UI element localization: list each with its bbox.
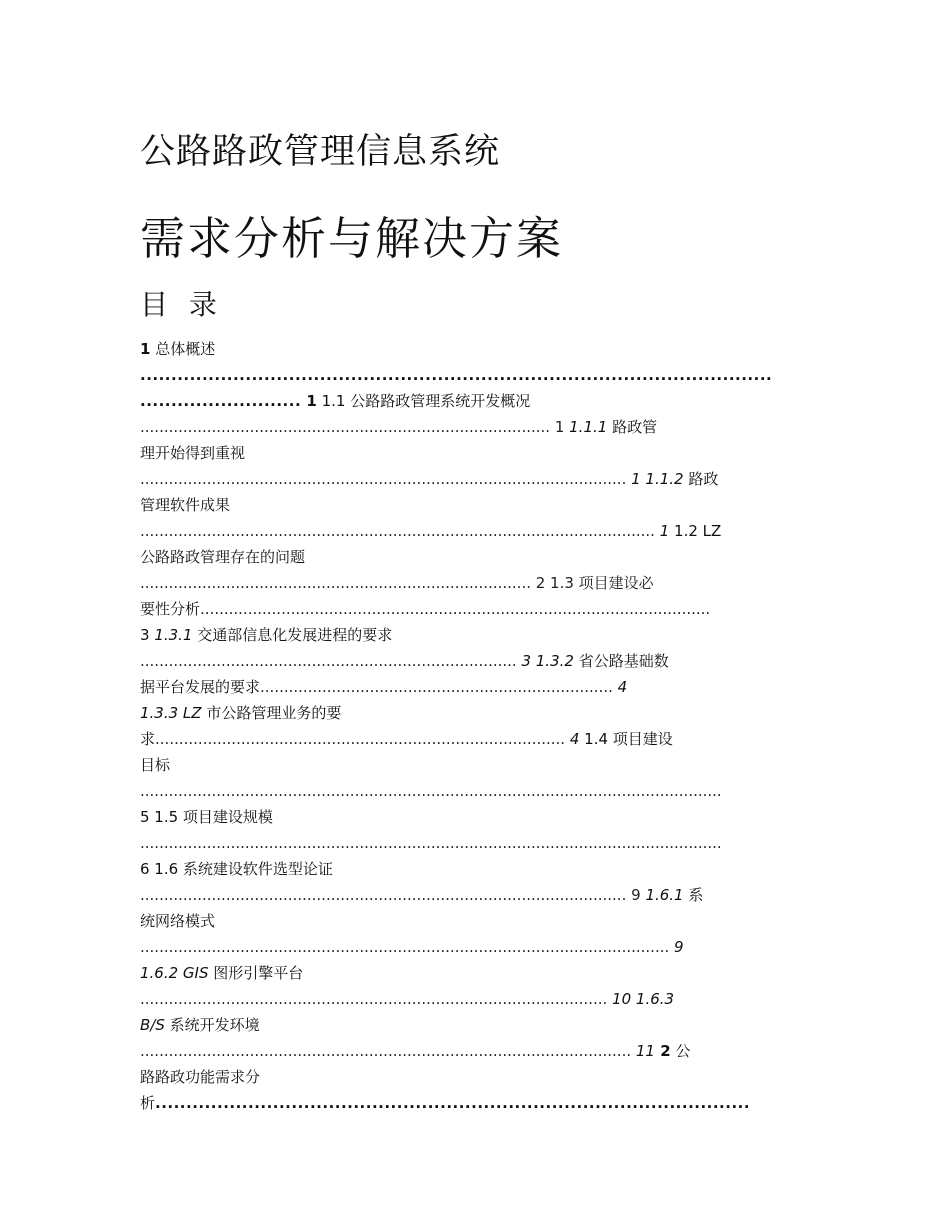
toc-text: 1.3.1 [154, 626, 193, 644]
toc-text: 系 [683, 886, 704, 904]
toc-line[interactable] [140, 804, 810, 830]
toc-text: 3 [140, 626, 155, 644]
toc-text: 5 1.5 项目建设规模 [140, 808, 273, 826]
toc-text: 1 [654, 522, 670, 540]
toc-line[interactable] [140, 778, 810, 804]
toc-text: 9 [669, 938, 684, 956]
toc-text: 目标 [140, 756, 171, 774]
toc-line[interactable] [140, 1064, 810, 1090]
toc-line[interactable] [140, 336, 810, 362]
toc-text: ...................................................................................... [155, 730, 566, 748]
toc-text: ...................................................................................................... 9 [140, 886, 646, 904]
toc-line[interactable] [140, 648, 810, 674]
toc-text: 10 1.6.3 [607, 990, 675, 1008]
toc-text: 总体概述 [150, 340, 216, 358]
toc-text: 6 1.6 系统建设软件选型论证 [140, 860, 333, 878]
toc-text: B/S [140, 1016, 165, 1034]
toc-text: 公 [670, 1042, 691, 1060]
toc-line[interactable] [140, 882, 810, 908]
toc-line[interactable] [140, 388, 810, 414]
toc-heading: 目 录 [140, 288, 223, 321]
toc-text: .......................................................................................................................... [140, 834, 722, 852]
toc-text: 路路政功能需求分 [140, 1068, 261, 1086]
toc-text: ...................................................................................................... [140, 470, 627, 488]
toc-text: 公路路政管理存在的问题 [140, 548, 306, 566]
toc-text: 1 [140, 340, 151, 358]
toc-text: 1.1.1 [569, 418, 608, 436]
toc-text: .......................... [140, 392, 302, 410]
toc-text: 1.2 LZ [669, 522, 722, 540]
document-subtitle: 需求分析与解决方案 [140, 212, 564, 265]
toc-line[interactable] [140, 544, 810, 570]
toc-text: ...................................................................................................... [140, 366, 773, 384]
toc-line[interactable] [140, 466, 810, 492]
document-title: 公路路政管理信息系统 [140, 132, 501, 172]
toc-text: 图形引擎平台 [208, 964, 304, 982]
toc-line[interactable] [140, 726, 810, 752]
toc-line[interactable] [140, 492, 810, 518]
toc-line[interactable] [140, 908, 810, 934]
toc-line[interactable] [140, 1038, 810, 1064]
toc-text: 市公路管理业务的要 [201, 704, 342, 722]
toc-text: .................................................................................................. [140, 990, 608, 1008]
toc-text: 理开始得到重视 [140, 444, 246, 462]
toc-text: ............................................................................... [140, 652, 517, 670]
toc-line[interactable] [140, 700, 810, 726]
toc-line[interactable] [140, 414, 810, 440]
toc-line[interactable] [140, 752, 810, 778]
toc-text: .................................................................................. 2 1.3 项目建设必 [140, 574, 654, 592]
toc-text: 1.6.1 [645, 886, 684, 904]
toc-text: 统网络模式 [140, 912, 216, 930]
toc-text: 交通部信息化发展进程的要求 [192, 626, 393, 644]
toc-line[interactable] [140, 440, 810, 466]
toc-text: 路政管 [607, 418, 658, 436]
toc-text: ...................................................................................... 1 [140, 418, 570, 436]
toc-text: 11 [631, 1042, 655, 1060]
toc-text: ................................................................................................ [155, 1094, 751, 1112]
toc-line[interactable] [140, 570, 810, 596]
toc-text: 要性分析 [140, 600, 201, 618]
toc-text: 1 1.1.2 [626, 470, 684, 488]
toc-text: .......................................................................................................................... [140, 782, 722, 800]
toc-text: 1.1 公路路政管理系统开发概况 [316, 392, 531, 410]
toc-line[interactable] [140, 518, 810, 544]
toc-text: ............................................................................................................ [140, 522, 655, 540]
toc-text: ............................................................................................................... [140, 938, 670, 956]
toc-text: 析 [140, 1094, 156, 1112]
toc-text: 求 [140, 730, 156, 748]
toc-line[interactable] [140, 622, 810, 648]
toc-text: 1.6.2 GIS [140, 964, 209, 982]
toc-text: 1 [301, 392, 317, 410]
toc-text: .......................................................................... [260, 678, 613, 696]
toc-text: 4 [565, 730, 580, 748]
toc-text: 4 [612, 678, 628, 696]
toc-line[interactable] [140, 1012, 810, 1038]
toc-line[interactable] [140, 674, 810, 700]
table-of-contents [140, 336, 810, 1116]
toc-text: ....................................................................................................... [140, 1042, 632, 1060]
toc-text: 2 [654, 1042, 671, 1060]
toc-text: 管理软件成果 [140, 496, 231, 514]
toc-text: 1.3.3 LZ [140, 704, 202, 722]
toc-line[interactable] [140, 960, 810, 986]
toc-text: ........................................................................................................... [200, 600, 711, 618]
toc-text: 系统开发环境 [164, 1016, 260, 1034]
toc-line[interactable] [140, 986, 810, 1012]
toc-line[interactable] [140, 934, 810, 960]
toc-line[interactable] [140, 830, 810, 856]
toc-line[interactable] [140, 1090, 810, 1116]
toc-text: 3 1.3.2 [516, 652, 574, 670]
toc-text: 1.4 项目建设 [579, 730, 673, 748]
toc-line[interactable] [140, 596, 810, 622]
toc-text: 据平台发展的要求 [140, 678, 261, 696]
toc-line[interactable] [140, 362, 810, 388]
toc-line[interactable] [140, 856, 810, 882]
toc-text: 路政 [683, 470, 719, 488]
toc-text: 省公路基础数 [573, 652, 669, 670]
